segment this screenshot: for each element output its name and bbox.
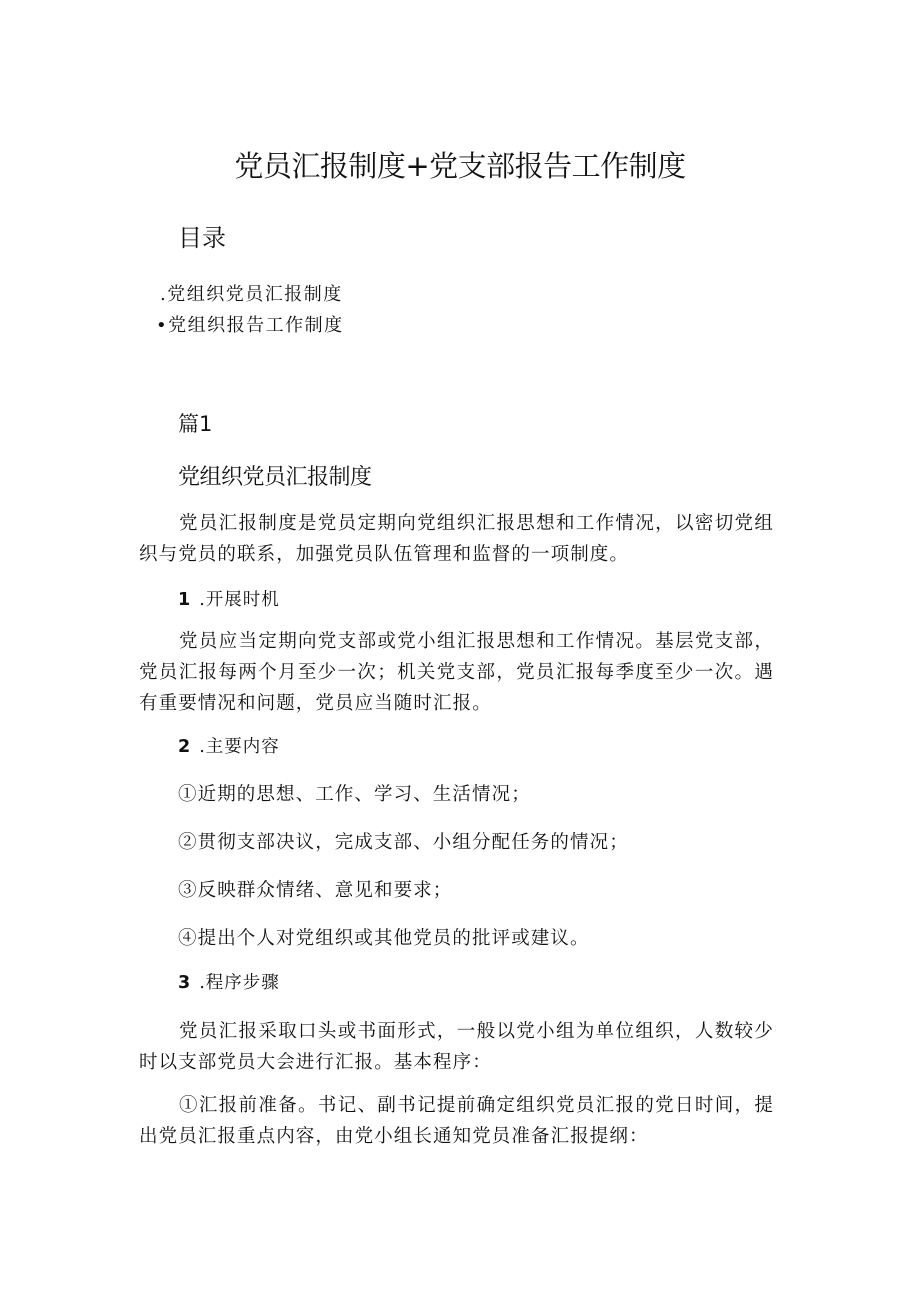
toc-item: .党组织党员汇报制度 [160,284,343,305]
section-label: 篇1 [178,412,213,436]
intro-paragraph: 党员汇报制度是党员定期向党组织汇报思想和工作情况，以密切党组织与党员的联系，加强党员队伍管理和监督的一项制度。 [139,513,774,565]
subsection-number: 2 [178,737,192,757]
timing-paragraph: 党员应当定期向党支部或党小组汇报思想和工作情况。基层党支部，党员汇报每两个月至少一次；机关党支部，党员汇报每季度至少一次。遇有重要情况和问题，党员应当随时汇报。 [139,631,774,714]
subsection-label: .主要内容 [199,737,280,757]
list-item: ④提出个人对党组织或其他党员的批评或建议。 [178,928,590,949]
subsection-label: .程序步骤 [199,973,280,993]
subsection-heading [178,586,280,611]
section-title: 党组织党员汇报制度 [178,465,372,490]
toc-heading: 目录 [178,224,226,252]
procedure-paragraph: 党员汇报采取口头或书面形式，一般以党小组为单位组织，人数较少时以支部党员大会进行汇报。基本程序： [139,1021,774,1073]
subsection-heading [178,733,280,758]
subsection-number: 1 [178,590,192,610]
toc-item: •党组织报告工作制度 [156,315,344,336]
subsection-number: 3 [178,973,192,993]
document-title: 党员汇报制度+党支部报告工作制度 [234,149,686,183]
procedure-step: ①汇报前准备。书记、副书记提前确定组织党员汇报的党日时间，提出党员汇报重点内容，由党小组长通知党员准备汇报提纲： [139,1095,774,1147]
list-item: ①近期的思想、工作、学习、生活情况； [178,784,531,805]
subsection-heading [178,969,280,994]
list-item: ②贯彻支部决议，完成支部、小组分配任务的情况； [178,832,629,853]
list-item: ③反映群众情绪、意见和要求； [178,880,453,901]
subsection-label: .开展时机 [199,590,280,610]
